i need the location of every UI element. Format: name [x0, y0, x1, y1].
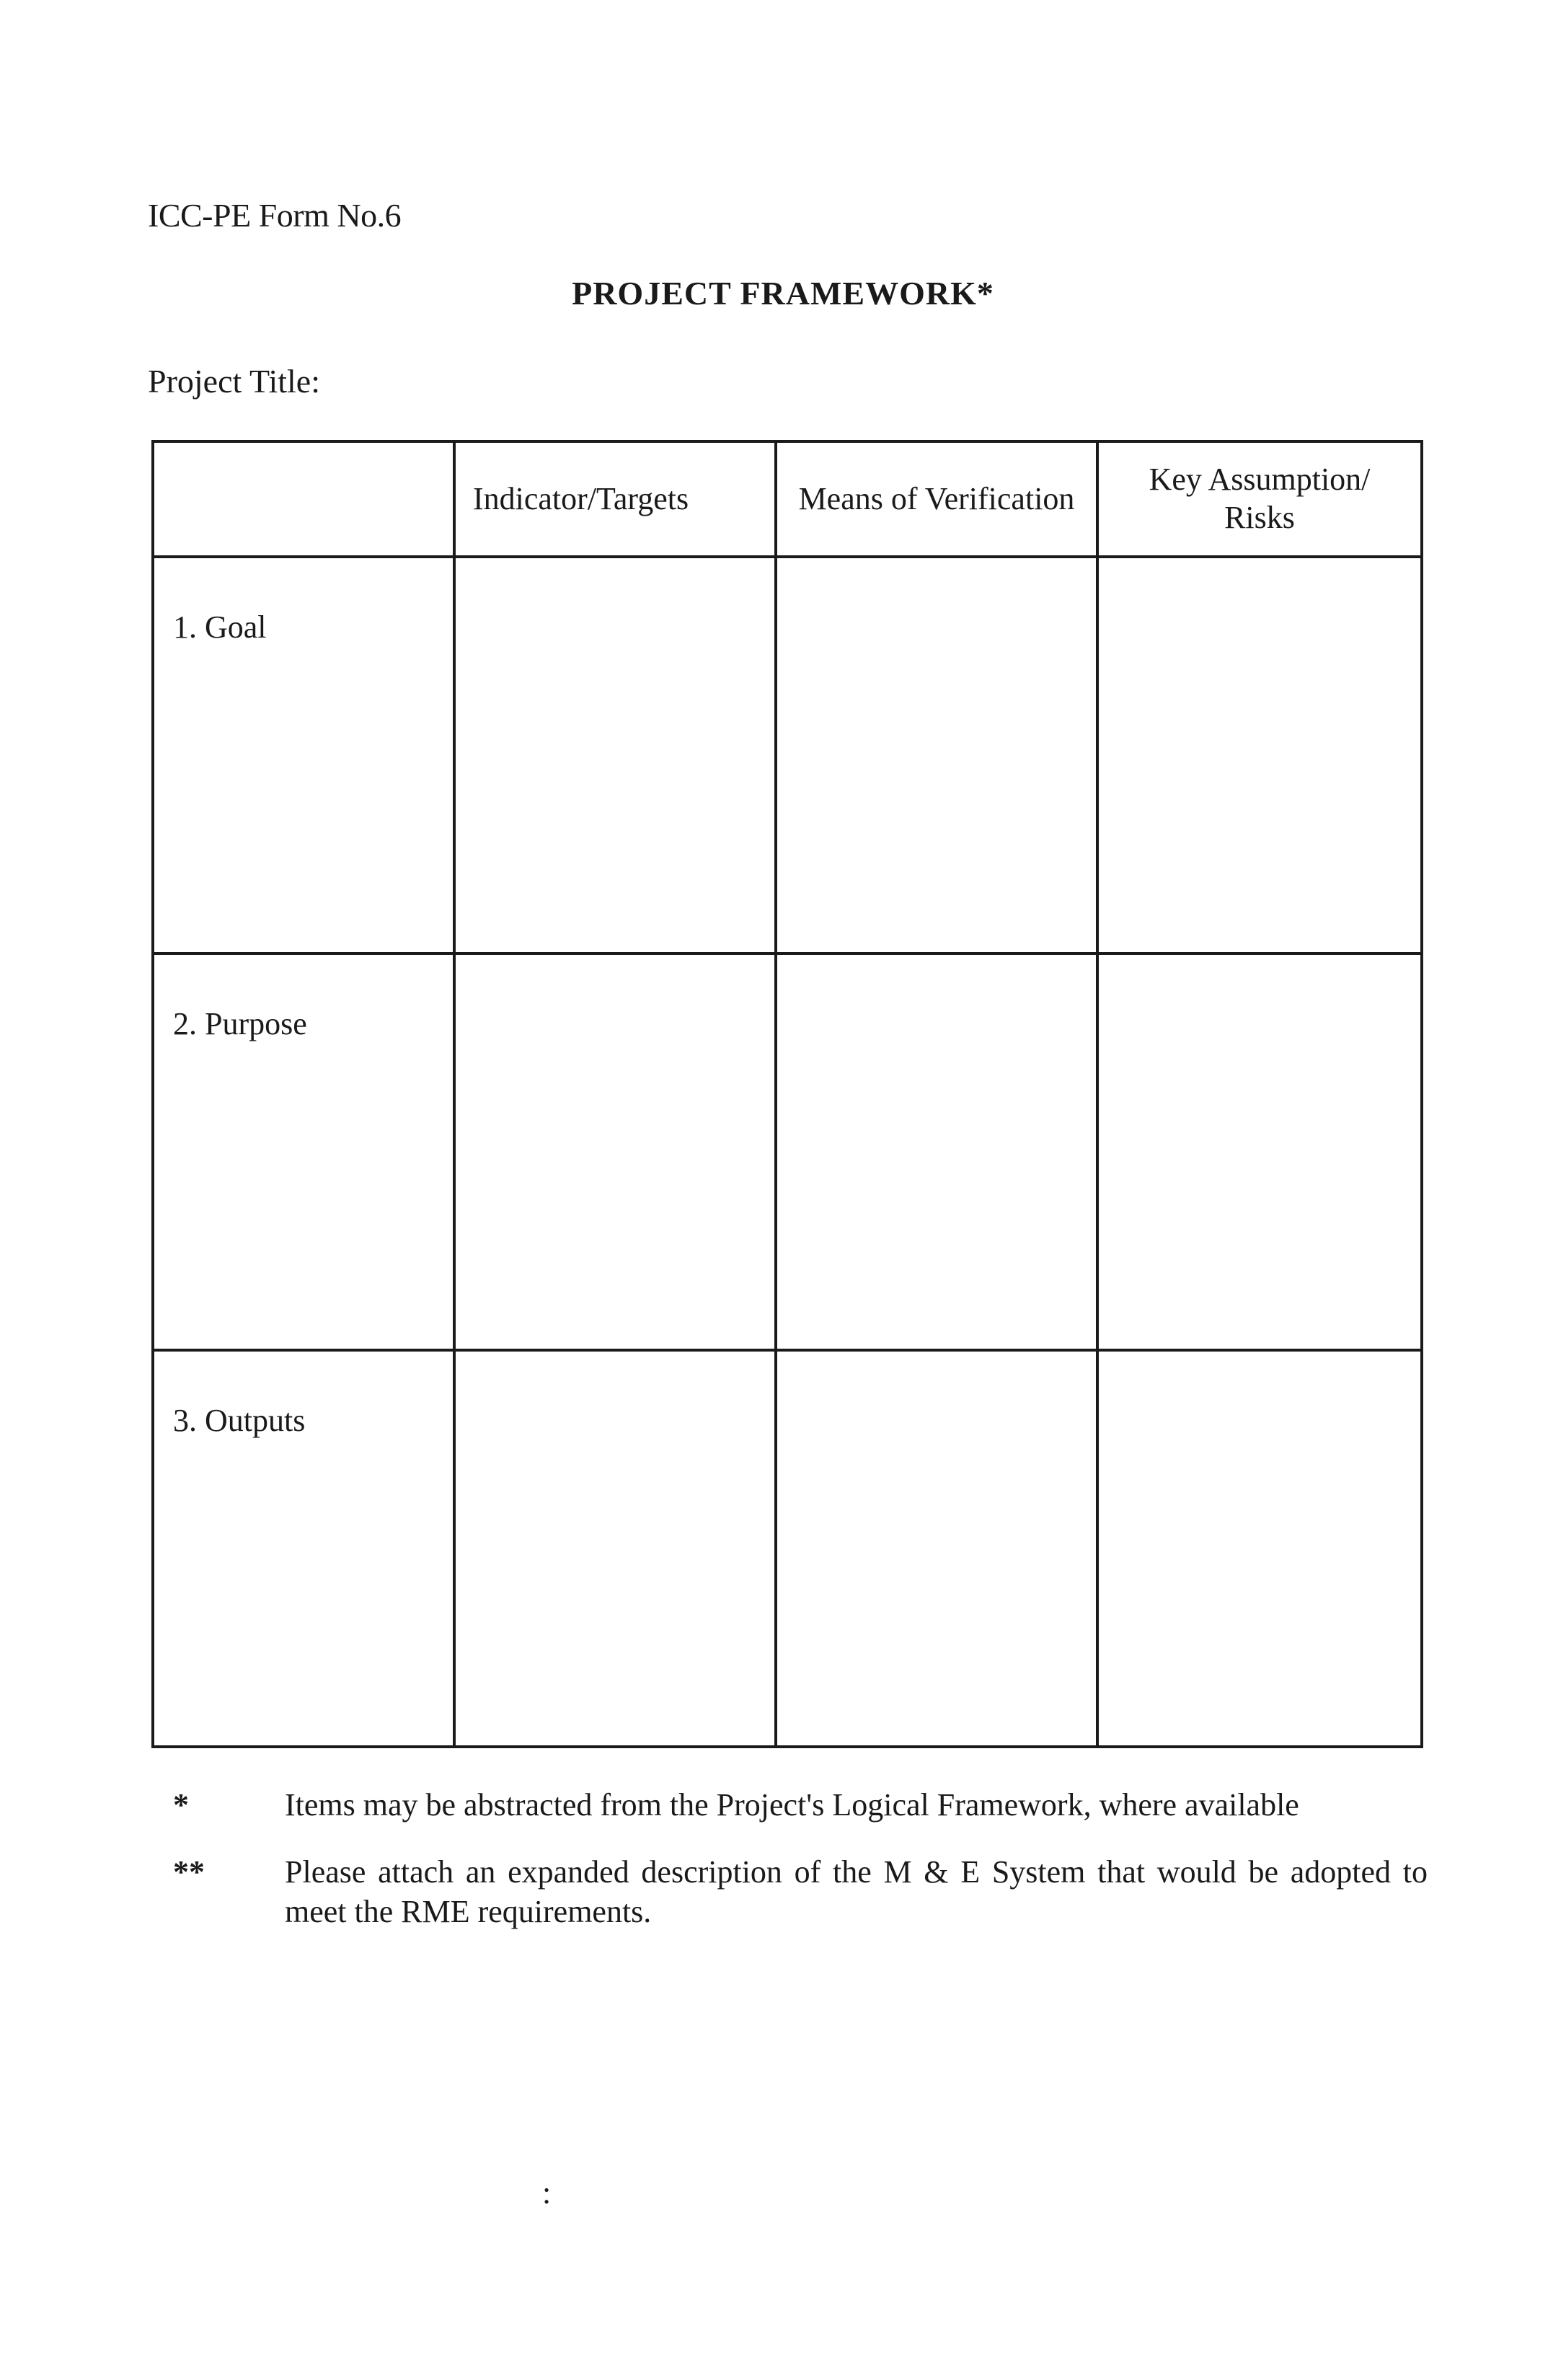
footnote-text: Please attach an expanded description of the M & E System that would be adopted to meet the RME requirements.: [285, 1854, 1428, 1929]
project-framework-table: [151, 440, 1423, 1748]
row-label-purpose: 2. Purpose: [153, 953, 454, 1350]
row-label-goal: 1. Goal: [153, 557, 454, 953]
table-row-purpose: [153, 953, 1422, 1350]
purpose-key-assumption-risks-cell: [1097, 953, 1422, 1350]
goal-means-of-verification-cell: [776, 557, 1097, 953]
table-row-outputs: [153, 1350, 1422, 1747]
table-header-row: [153, 441, 1422, 557]
form-number: ICC-PE Form No.6: [148, 197, 402, 234]
header-cell-key-assumption-risks: Key Assumption/ Risks: [1097, 441, 1422, 557]
header-cell-blank: [153, 441, 454, 557]
goal-indicator-targets-cell: [454, 557, 776, 953]
footnote-text: Items may be abstracted from the Project's Logical Framework, where available: [285, 1787, 1299, 1823]
outputs-means-of-verification-cell: [776, 1350, 1097, 1747]
outputs-indicator-targets-cell: [454, 1350, 776, 1747]
page-title: PROJECT FRAMEWORK*: [572, 275, 994, 312]
outputs-key-assumption-risks-cell: [1097, 1350, 1422, 1747]
footnotes: [173, 1785, 1428, 1959]
footnote-marker: **: [173, 1854, 205, 1890]
purpose-means-of-verification-cell: [776, 953, 1097, 1350]
footnote-single-asterisk: [173, 1785, 1428, 1825]
header-cell-indicator-targets: Indicator/Targets: [454, 441, 776, 557]
stray-mark: :: [542, 2175, 552, 2211]
row-label-outputs: 3. Outputs: [153, 1350, 454, 1747]
goal-key-assumption-risks-cell: [1097, 557, 1422, 953]
footnote-marker: *: [173, 1787, 189, 1823]
header-cell-means-of-verification: Means of Verification: [776, 441, 1097, 557]
footnote-double-asterisk: [173, 1852, 1428, 1931]
purpose-indicator-targets-cell: [454, 953, 776, 1350]
table-row-goal: [153, 557, 1422, 953]
project-title-label: Project Title:: [148, 363, 320, 400]
